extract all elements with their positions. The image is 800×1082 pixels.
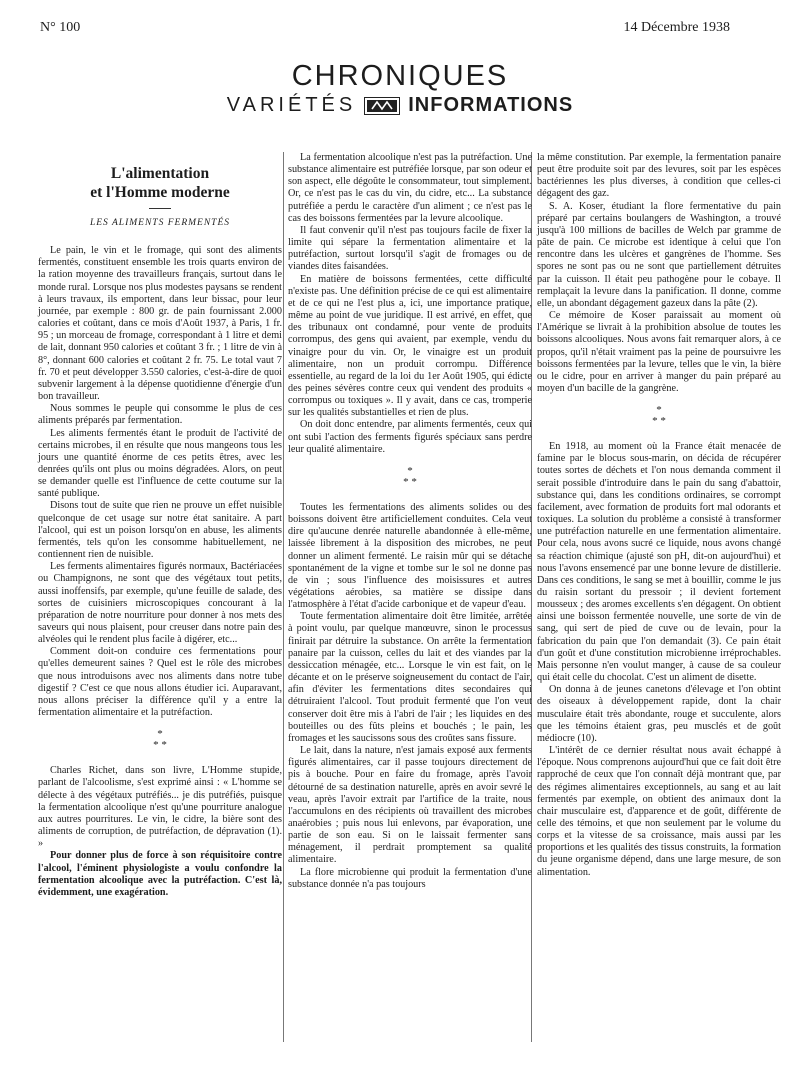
issue-number: N° 100: [40, 20, 81, 35]
paragraph: En 1918, au moment où la France était menacée de famine par le blocus sous-marin, on décida de récupérer toutes sortes de déchets et l'on nous demanda comment il serait possible d'introduire dans le pain du sang d'abattoir, substance qui, dans les conditions ordinaires, se corrompt facilement, avec formation de produits fort mal odorants et toxiques. La solution du problème a consisté à transformer une putréfaction naturelle en une fermentation alimentaire. Pour cela, nous avons sucré ce liquide, nous avons changé sa réaction chimique (ajusté son pH, dit-on aujourd'hui) et nous l'avons ensemencé par une bonne levure de distillerie. Dans ces conditions, le sang se met à bouillir, comme le jus du raisin sortant du pressoir ; il devient fortement mousseux ; des aromes excellents s'en dégagent. On obtient ainsi une boisson fermentée nouvelle, une sorte de vin de sang, qui sert de pied de cuve ou de levain, pour la fabrication du pain que l'on demandait (3). Ce pain était d'un goût et d'une constitution microbienne irréprochables. Mais personne n'en voulut manger, à cause de sa couleur qui était celle du chocolat. C'est un aliment de disette.: [537, 441, 781, 684]
article-title: [38, 164, 282, 202]
paragraph: Nous sommes le peuple qui consomme le plus de ces aliments préparés par fermentation.: [38, 403, 282, 427]
section-varietes: VARIÉTÉS: [226, 94, 357, 116]
column-2: [288, 152, 532, 891]
paragraph: Les ferments alimentaires figurés normaux, Bactériacées ou Champignons, ne sont que des végétaux tout petits, aussi inoffensifs, par exemple, qu'une feuille de salade, des sortes de cuisiniers microscopiques concourant à la préparation de notre nourriture pour donner à nos mets des saveurs qui nous plaisent, pour creuser dans notre pain des alvéoles qui le rendent plus facile à digérer, etc...: [38, 561, 282, 646]
paragraph: La flore microbienne qui produit la fermentation d'une substance donnée n'a pas toujours: [288, 866, 532, 890]
paragraph: Pour donner plus de force à son réquisitoire contre l'alcool, l'éminent physiologiste a voulu confondre la fermentation alcoolique avec la putréfaction. C'est là, évidemment, une exagération.: [38, 850, 282, 898]
paragraph: Charles Richet, dans son livre, L'Homme stupide, parlant de l'alcoolisme, s'est exprimé ainsi : « L'homme se délecte à des végétaux putréfiés... je dis putréfiés, puisque la fermentation alcoolique n'est qu'une pourriture analogue aux autres pourritures. Le vin, le cidre, la bière sont des aliments de corruption, de putréfaction, de dépravation (1). »: [38, 765, 282, 850]
column-divider: [283, 152, 284, 1042]
paragraph: Ce mémoire de Koser paraissait au moment où l'Amérique se livrait à la prohibition absolue de toutes les boissons alcooliques. Nous avons fait remarquer alors, à ce propos, qu'il n'était vraiment pas la peine de poursuivre les boissons fermentées par la levure, telles que le vin, la bière ou le cidre, pour en arriver à manger du pain préparé au moyen d'un bacille de la gangrène.: [537, 310, 781, 394]
section-masthead: [0, 60, 800, 117]
ampersand-ornament-icon: [364, 97, 400, 115]
section-informations: INFORMATIONS: [408, 94, 574, 116]
title-rule: [149, 208, 171, 209]
section-separator: * * *: [652, 404, 666, 428]
section-separator: * * *: [153, 728, 167, 752]
paragraph: On donna à de jeunes canetons d'élevage et l'on obtint des oiseaux à développement rapide, dont la chair musculaire était très abondante, rouge et succulente, alors que les témoins étaient gras, peu musclés et de goût médiocre (10).: [537, 684, 781, 744]
paragraph: L'intérêt de ce dernier résultat nous avait échappé à l'époque. Nous comprenons aujourd'hui que ce fait doit être rapproché de ceux que l'on connaît déjà montrant que, par des régimes alimentaires exceptionnels, au sang et au lait fermentés par exemple, on obtient des animaux dont la chair musculaire est, d'apparence et de goût, différente de celle des témoins, et que non seulement par le volume du corps et la vitesse de sa croissance, mais aussi par les proportions et les qualités des tissus construits, la formation du jeune organisme dépend, dans une large mesure, de son alimentation.: [537, 745, 781, 878]
paragraph: Toutes les fermentations des aliments solides ou des boissons doivent être artificiellement conduites. Cela veut dire qu'aucune denrée naturelle abandonnée à elle-même, laissée librement à la disposition des microbes, ne peut donner un aliment fermenté. Le raisin mûr qui se détache spontanément de la vigne et tombe sur le sol ne donne pas de vin ; sous l'influence des moisissures et autres végétations aérobies, sa matière se dissipe dans l'atmosphère à l'état d'acide carbonique et de vapeur d'eau.: [288, 501, 532, 611]
paragraph: Le pain, le vin et le fromage, qui sont des aliments fermentés, constituent ensemble les trois quarts environ de la ration moyenne des travailleurs français, surtout dans le monde rural. Lorsque nos plus modestes paysans se rendent à leurs travaux, ils emportent, dans leur bissac, pour leur journée, par exemple : 800 gr. de pain fournissant 2.000 calories et coûtant, dans ce mois d'Août 1937, à Paris, 1 fr. 95 ; un morceau de fromage, correspondant à 1 litre et demi de lait, donnant 950 calories et coûtant 3 fr. ; 1 litre de vin à 8°, donnant 600 calories et coûtant 2 fr. 75. Le total vaut 7 fr. 70 et peut développer 3.550 calories, c'est-à-dire de quoi subvenir largement à la dépense quotidienne d'énergie d'un bon travailleur.: [38, 245, 282, 403]
paragraph: Le lait, dans la nature, n'est jamais exposé aux ferments figurés alimentaires, car il passe toujours directement de pis à bouche. Pour en faire du fromage, après l'avoir détourné de sa destination naturelle, après en avoir sevré le veau, après l'avoir extrait par l'artifice de la traite, nous l'accumulons en des récipients où travaillent des microbes anaérobies ; puis nous lui enlevons, par évaporation, une partie de son eau. Si on le laissait fermenter sans ménagement, il perdrait promptement sa qualité alimentaire.: [288, 745, 532, 866]
issue-date: 14 Décembre 1938: [623, 20, 730, 35]
paragraph: Disons tout de suite que rien ne prouve un effet nuisible quelconque de cet usage sur notre état sanitaire. A part l'alcool, qui est un poison lorsqu'on en abuse, les aliments fermentés, tels qu'on les consomme habituellement, ne contiennent rien de nuisible.: [38, 500, 282, 561]
article-subtitle: LES ALIMENTS FERMENTÉS: [89, 218, 231, 228]
paragraph: S. A. Koser, étudiant la flore fermentative du pain préparé par certains boulangers de Washington, a trouvé jusqu'à 100 millions de bacilles de Welch par gramme de pâte de pain. Ce microbe est identique à celui que l'on rencontre dans les ulcères et gangrènes de l'homme. Ses spores ne sont pas ou ne sont que partiellement détruites par la cuisson. Il était peu pathogène pour le cobaye. Il remplaçait la levure dans la panification. Il donne, comme elle, un abondant dégagement gazeux dans la pâte (2).: [537, 200, 781, 309]
article-title-line2: et l'Homme moderne: [90, 184, 230, 201]
section-separator: * * *: [403, 464, 417, 488]
section-subtitle: [0, 94, 800, 117]
paragraph: Comment doit-on conduire ces fermentations pour qu'elles demeurent saines ? Quel est le rôle des microbes que nous introduisons avec nos aliments dans notre tube digestif ? C'est ce que nous allons étudier ici. Auparavant, nous allons préciser la différence qu'il y a entre la fermentation alimentaire et la putréfaction.: [38, 646, 282, 719]
paragraph: Il faut convenir qu'il n'est pas toujours facile de fixer la limite qui sépare la fermentation alimentaire et la putréfaction, surtout lorsqu'il s'agit de fromages ou de viandes dites faisandées.: [288, 224, 532, 273]
article-title-line1: L'alimentation: [110, 165, 210, 182]
column-1: [38, 152, 282, 899]
paragraph: On doit donc entendre, par aliments fermentés, ceux qui ont subi l'action des ferments figurés spéciaux sans perdre leur qualité alimentaire.: [288, 419, 532, 455]
column-3: [537, 152, 781, 879]
paragraph: Toute fermentation alimentaire doit être limitée, arrêtée à point voulu, par quelque manœuvre, sinon le processus finirait par détruire la substance. On arrête la fermentation panaire par la cuisson, celles du lait et des viandes par la dessiccation ménagée, etc... Lorsque le vin est fait, on le décante et on le préserve soigneusement du contact de l'air, afin d'éviter les fermentations dites secondaires qui détruiraient l'alcool. Tout produit fermenté que l'on veut conserver doit être mis à l'abri de l'air ; les liquides en des bouteilles ou des fûts pleins et bouchés ; le pain, les fromages et les saucissons sous des croûtes sans fissure.: [288, 611, 532, 744]
paragraph: En matière de boissons fermentées, cette difficulté n'existe pas. Une définition précise de ce qui est alimentaire et de ce qui ne l'est plus a, ici, une importance pratique, même au point de vue juridique. Il est arrivé, en effet, que des tribunaux ont condamné, pour vente de produits corrompus, des gens qui avaient, par exemple, vendu du vinaigre pour du vin. Or, le vinaigre est un produit alimentaire, non un produit corrompu. Différence essentielle, au regard de la loi du 1er Août 1905, qui édicte des peines sévères contre ceux qui vendent des produits « corrompus ou toxiques ». Il y avait, dans ce cas, tromperie sur les qualités substantielles et rien de plus.: [288, 273, 532, 419]
paragraph: La fermentation alcoolique n'est pas la putréfaction. Une substance alimentaire est putréfiée lorsque, par son odeur et son aspect, elle dégoûte le consommateur, tout simplement. Or, ce n'est pas le cas du vin, du cidre, etc... La substance putréfiée a perdu le caractère d'un aliment ; ce n'est pas le cas des boissons fermentées par la levure alcoolique.: [288, 152, 532, 224]
paragraph: Les aliments fermentés étant le produit de l'activité de certains microbes, il en résulte que nous mangeons tous les jours une quantité énorme de ces petits êtres, avec les denrées qu'ils ont plus ou moins dégradées. Alors, on peut se demander quelle est l'influence de cette coutume sur la santé publique.: [38, 427, 282, 500]
section-title: CHRONIQUES: [291, 60, 509, 92]
paragraph: la même constitution. Par exemple, la fermentation panaire peut être produite soit par des levures, soit par les espèces bactériennes les plus diverses, à condition que celles-ci dégagent des gaz.: [537, 152, 781, 200]
